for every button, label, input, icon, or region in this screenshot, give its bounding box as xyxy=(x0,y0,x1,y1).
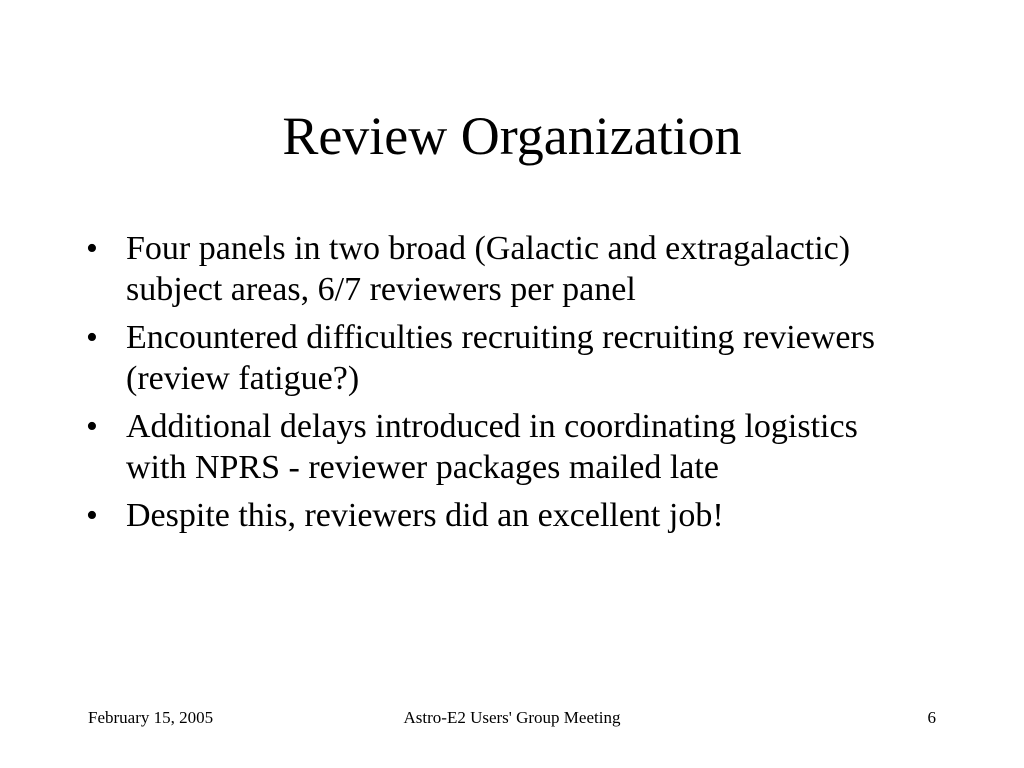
footer-page-number: 6 xyxy=(927,708,936,727)
bullet-text: Encountered difficulties recruiting recruiting reviewers (review fatigue?) xyxy=(126,319,875,397)
bullet-icon: • xyxy=(86,497,98,534)
bullet-item xyxy=(86,317,916,399)
bullet-icon: • xyxy=(86,230,98,267)
bullet-icon: • xyxy=(86,319,98,356)
bullet-item xyxy=(86,228,916,310)
footer-meeting-title: Astro-E2 Users' Group Meeting xyxy=(403,708,621,727)
bullet-text: Additional delays introduced in coordinating logistics with NPRS - reviewer packages mailed late xyxy=(126,408,858,486)
bullet-icon: • xyxy=(86,408,98,445)
footer-date: February 15, 2005 xyxy=(88,708,214,727)
bullet-text: Despite this, reviewers did an excellent job! xyxy=(126,497,724,534)
slide-title: Review Organization xyxy=(282,106,742,166)
bullet-item xyxy=(86,406,916,488)
bullet-item xyxy=(86,495,916,536)
bullet-text: Four panels in two broad (Galactic and extragalactic) subject areas, 6/7 reviewers per panel xyxy=(126,230,851,308)
bullet-list xyxy=(86,228,916,543)
